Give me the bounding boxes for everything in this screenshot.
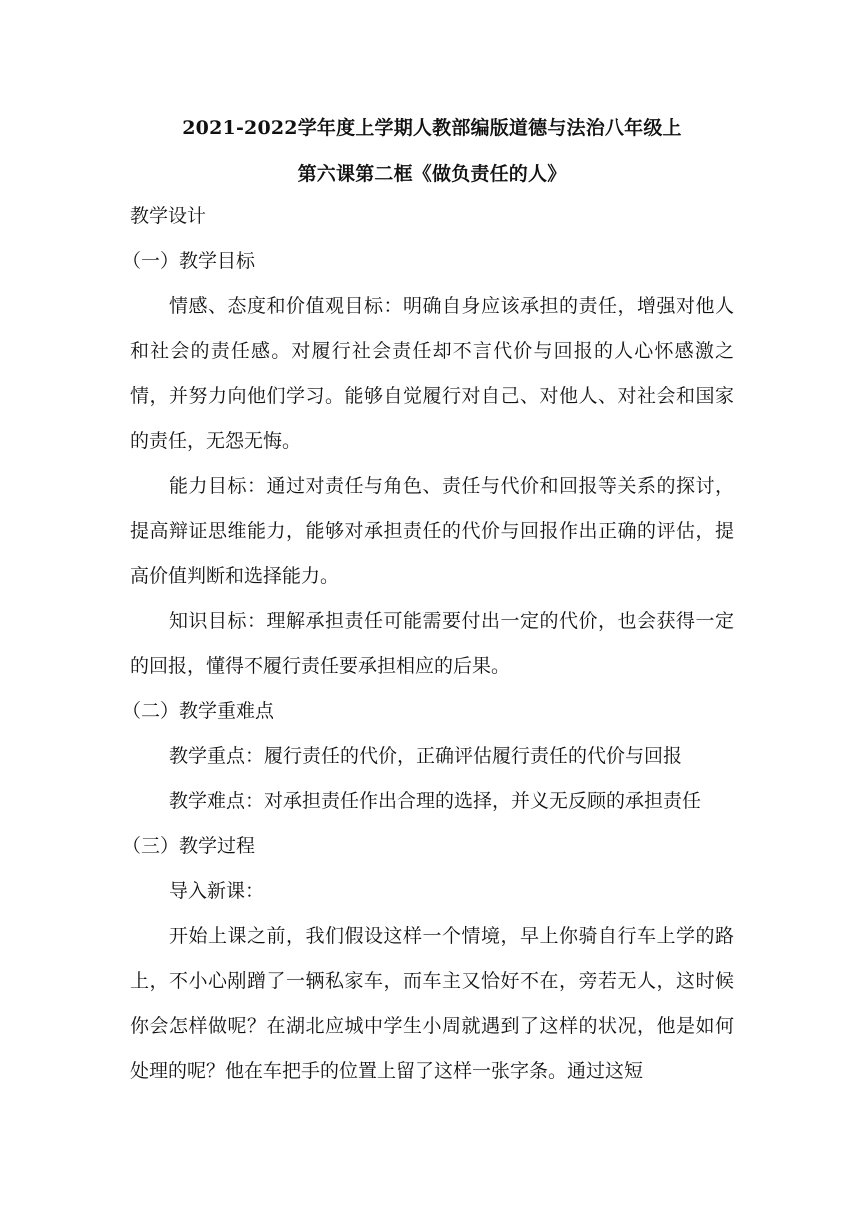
- emotion-goal-paragraph: 情感、态度和价值观目标：明确自身应该承担的责任，增强对他人和社会的责任感。对履行社会责任却不言代价与回报的人心怀感激之情，并努力向他们学习。能够自觉履行对自己、对他人、对社会和国家的责任，无怨无悔。: [130, 295, 734, 452]
- document-title-line-2: 第六课第二框《做负责任的人》: [297, 163, 567, 185]
- key-point-paragraph: 教学重点：履行责任的代价，正确评估履行责任的代价与回报: [168, 745, 682, 767]
- teaching-goals-heading: （一）教学目标: [122, 250, 256, 272]
- knowledge-goal-paragraph: 知识目标：理解承担责任可能需要付出一定的代价，也会获得一定的回报，懂得不履行责任要承担相应的后果。: [130, 610, 734, 677]
- document-content: [122, 110, 734, 1094]
- document-title-line-1: 2021-2022学年度上学期人教部编版道德与法治八年级上: [182, 117, 682, 139]
- difficult-point-paragraph: 教学难点：对承担责任作出合理的选择，并义无反顾的承担责任: [168, 790, 701, 812]
- key-difficult-points-heading: （二）教学重难点: [122, 700, 275, 722]
- ability-goal-paragraph: 能力目标：通过对责任与角色、责任与代价和回报等关系的探讨，提高辩证思维能力，能够对承担责任的代价与回报作出正确的评估，提高价值判断和选择能力。: [130, 475, 734, 587]
- section-label: 教学设计: [130, 205, 207, 227]
- intro-paragraph: 开始上课之前，我们假设这样一个情境，早上你骑自行车上学的路上，不小心剐蹭了一辆私家车，而车主又恰好不在，旁若无人，这时候你会怎样做呢？在湖北应城中学生小周就遇到了这样的状况，他是如何处理的呢？他在车把手的位置上留了这样一张字条。通过这短: [130, 925, 734, 1082]
- teaching-process-heading: （三）教学过程: [122, 835, 256, 857]
- intro-label: 导入新课：: [168, 880, 264, 902]
